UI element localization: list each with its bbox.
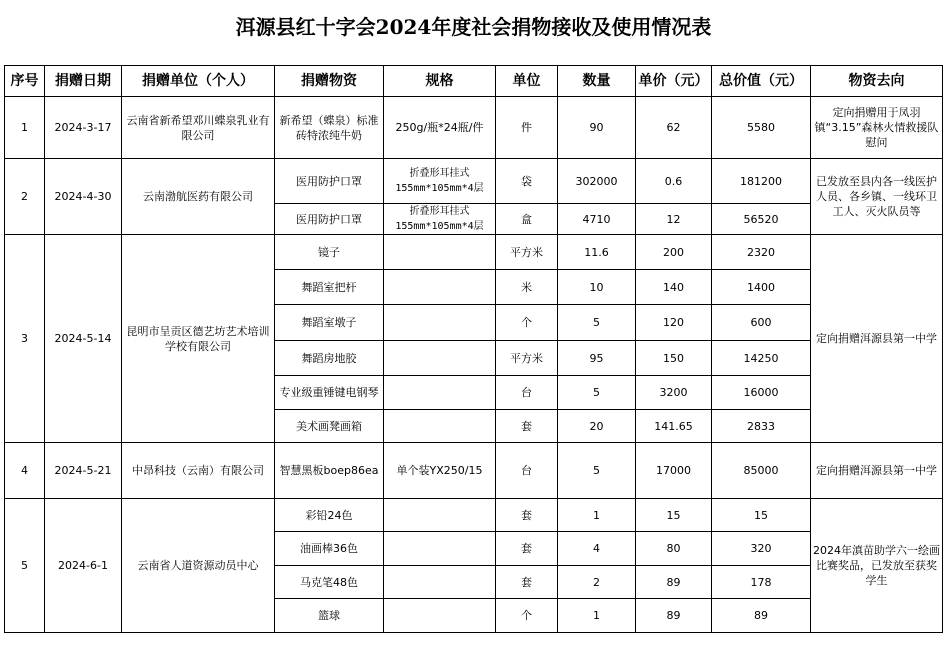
item-qty: 11.6 (558, 235, 636, 270)
item-total: 320 (712, 532, 811, 566)
item-unit: 平方米 (496, 341, 558, 376)
item-qty: 4710 (558, 204, 636, 235)
item-unit: 个 (496, 599, 558, 633)
item-qty: 5 (558, 305, 636, 341)
header-cell: 总价值（元） (712, 66, 811, 97)
table-row (5, 235, 943, 270)
row-number: 5 (5, 499, 45, 633)
item-price: 120 (636, 305, 712, 341)
table-row (5, 97, 943, 159)
item-name: 专业级重锤键电钢琴 (275, 376, 384, 410)
item-name: 美术画凳画箱 (275, 410, 384, 443)
item-spec (384, 532, 496, 566)
donation-date: 2024-5-14 (45, 235, 122, 443)
header-cell: 单位 (496, 66, 558, 97)
item-qty: 95 (558, 341, 636, 376)
header-cell: 捐赠日期 (45, 66, 122, 97)
item-spec: 折叠形耳挂式155mm*105mm*4层 (384, 204, 496, 235)
destination: 定向捐赠用于凤羽镇“3.15”森林火情救援队慰问 (811, 97, 943, 159)
item-spec (384, 566, 496, 599)
header-cell: 数量 (558, 66, 636, 97)
item-price: 89 (636, 566, 712, 599)
item-name: 新希望（蝶泉）标准砖特浓纯牛奶 (275, 97, 384, 159)
header-row (5, 66, 943, 97)
donation-date: 2024-6-1 (45, 499, 122, 633)
donor-name: 云南渤航医药有限公司 (122, 159, 275, 235)
item-spec: 折叠形耳挂式155mm*105mm*4层 (384, 159, 496, 204)
row-number: 1 (5, 97, 45, 159)
header-cell: 物资去向 (811, 66, 943, 97)
item-price: 200 (636, 235, 712, 270)
item-spec (384, 270, 496, 305)
item-name: 医用防护口罩 (275, 159, 384, 204)
donation-date: 2024-4-30 (45, 159, 122, 235)
page-title: 洱源县红十字会2024年度社会捐物接收及使用情况表 (235, 15, 712, 39)
table-row (5, 499, 943, 532)
item-spec: 单个装YX250/15 (384, 443, 496, 499)
donation-date: 2024-3-17 (45, 97, 122, 159)
item-unit: 台 (496, 443, 558, 499)
item-total: 2833 (712, 410, 811, 443)
item-qty: 2 (558, 566, 636, 599)
item-unit: 米 (496, 270, 558, 305)
item-price: 140 (636, 270, 712, 305)
item-total: 14250 (712, 341, 811, 376)
item-price: 0.6 (636, 159, 712, 204)
item-qty: 1 (558, 499, 636, 532)
item-spec: 250g/瓶*24瓶/件 (384, 97, 496, 159)
item-unit: 套 (496, 566, 558, 599)
item-qty: 4 (558, 532, 636, 566)
item-price: 89 (636, 599, 712, 633)
item-name: 马克笔48色 (275, 566, 384, 599)
row-number: 4 (5, 443, 45, 499)
table-row (5, 159, 943, 204)
item-total: 600 (712, 305, 811, 341)
donation-date: 2024-5-21 (45, 443, 122, 499)
item-qty: 5 (558, 443, 636, 499)
item-unit: 套 (496, 499, 558, 532)
item-total: 56520 (712, 204, 811, 235)
donor-name: 云南省新希望邓川蝶泉乳业有限公司 (122, 97, 275, 159)
item-unit: 袋 (496, 159, 558, 204)
donor-name: 昆明市呈贡区德艺坊艺术培训学校有限公司 (122, 235, 275, 443)
item-spec (384, 341, 496, 376)
item-name: 舞蹈房地胶 (275, 341, 384, 376)
item-qty: 90 (558, 97, 636, 159)
item-total: 89 (712, 599, 811, 633)
item-total: 15 (712, 499, 811, 532)
item-spec (384, 235, 496, 270)
item-unit: 盒 (496, 204, 558, 235)
item-name: 油画棒36色 (275, 532, 384, 566)
item-qty: 10 (558, 270, 636, 305)
item-unit: 件 (496, 97, 558, 159)
item-price: 17000 (636, 443, 712, 499)
item-name: 篮球 (275, 599, 384, 633)
item-total: 16000 (712, 376, 811, 410)
item-name: 舞蹈室把杆 (275, 270, 384, 305)
item-price: 12 (636, 204, 712, 235)
item-name: 医用防护口罩 (275, 204, 384, 235)
item-total: 85000 (712, 443, 811, 499)
donor-name: 云南省人道资源动员中心 (122, 499, 275, 633)
destination: 已发放至县内各一线医护人员、各乡镇、一线环卫工人、灭火队员等 (811, 159, 943, 235)
donation-table (4, 65, 943, 633)
item-price: 62 (636, 97, 712, 159)
item-name: 彩铅24色 (275, 499, 384, 532)
row-number: 3 (5, 235, 45, 443)
header-cell: 捐赠单位（个人） (122, 66, 275, 97)
item-total: 1400 (712, 270, 811, 305)
item-spec (384, 305, 496, 341)
item-unit: 台 (496, 376, 558, 410)
donor-name: 中昂科技（云南）有限公司 (122, 443, 275, 499)
row-number: 2 (5, 159, 45, 235)
item-total: 181200 (712, 159, 811, 204)
header-cell: 序号 (5, 66, 45, 97)
item-price: 3200 (636, 376, 712, 410)
item-price: 150 (636, 341, 712, 376)
item-unit: 套 (496, 532, 558, 566)
item-name: 舞蹈室墩子 (275, 305, 384, 341)
header-cell: 捐赠物资 (275, 66, 384, 97)
item-spec (384, 599, 496, 633)
item-unit: 平方米 (496, 235, 558, 270)
header-cell: 规格 (384, 66, 496, 97)
item-unit: 个 (496, 305, 558, 341)
item-price: 141.65 (636, 410, 712, 443)
item-total: 178 (712, 566, 811, 599)
item-spec (384, 376, 496, 410)
item-price: 80 (636, 532, 712, 566)
item-name: 镜子 (275, 235, 384, 270)
item-spec (384, 410, 496, 443)
header-cell: 单价（元） (636, 66, 712, 97)
item-qty: 5 (558, 376, 636, 410)
item-unit: 套 (496, 410, 558, 443)
item-price: 15 (636, 499, 712, 532)
item-qty: 302000 (558, 159, 636, 204)
item-total: 5580 (712, 97, 811, 159)
table-row (5, 443, 943, 499)
item-qty: 1 (558, 599, 636, 633)
item-qty: 20 (558, 410, 636, 443)
item-total: 2320 (712, 235, 811, 270)
destination: 定向捐赠洱源县第一中学 (811, 235, 943, 443)
destination: 2024年滇苗助学六一绘画比赛奖品，已发放至获奖学生 (811, 499, 943, 633)
item-name: 智慧黑板boep86ea (275, 443, 384, 499)
destination: 定向捐赠洱源县第一中学 (811, 443, 943, 499)
item-spec (384, 499, 496, 532)
